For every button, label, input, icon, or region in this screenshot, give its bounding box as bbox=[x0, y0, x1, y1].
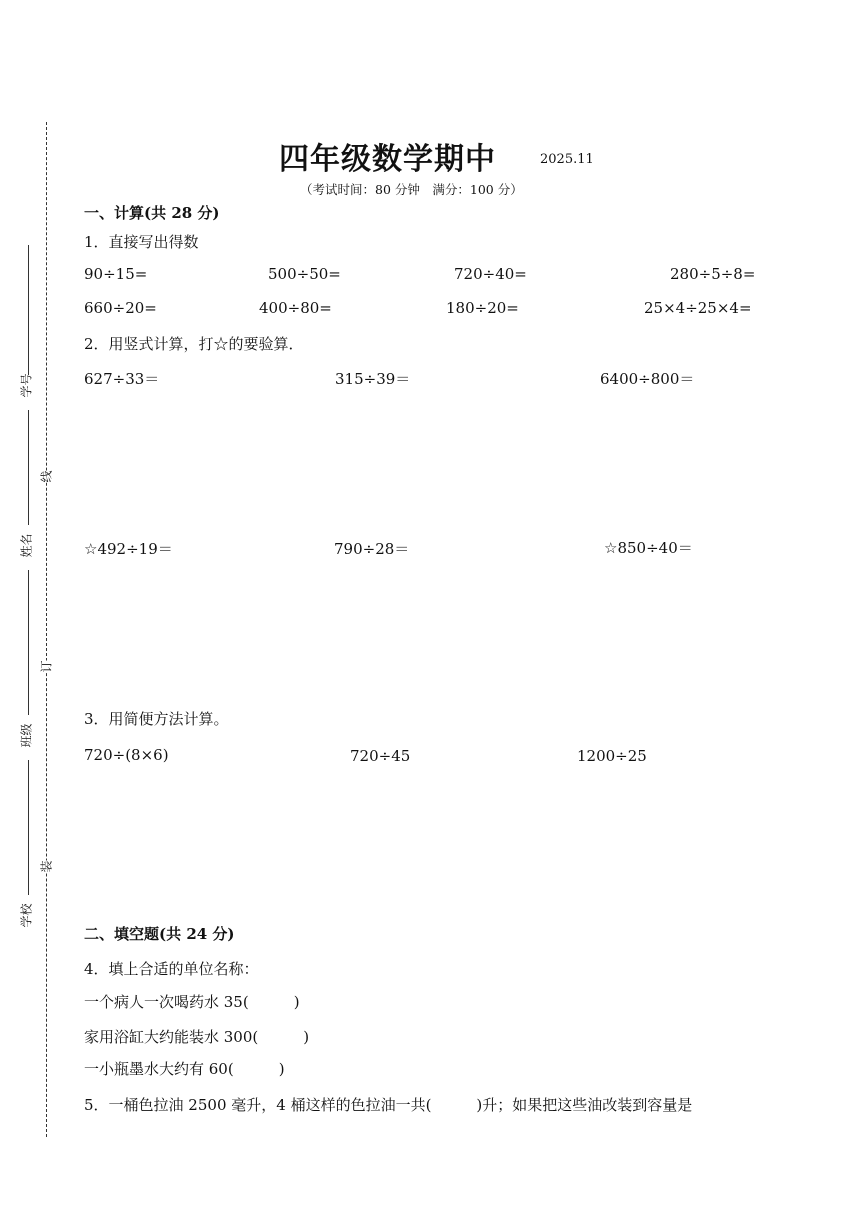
binding-char-install: 装 bbox=[36, 860, 57, 872]
q2-item: 790÷28＝ bbox=[334, 540, 410, 558]
page-title: 四年级数学期中 bbox=[279, 142, 496, 177]
class-line bbox=[28, 570, 29, 715]
school-line bbox=[28, 760, 29, 895]
student-id-label: 学号 bbox=[19, 373, 34, 398]
q4-line: 家用浴缸大约能装水 300( ) bbox=[84, 1028, 310, 1046]
q1-item: 500÷50= bbox=[268, 265, 341, 283]
q1-label: 1．直接写出得数 bbox=[84, 233, 199, 251]
q1-item: 400÷80= bbox=[259, 299, 332, 317]
q2-item: 6400÷800＝ bbox=[600, 370, 695, 388]
student-id-line bbox=[28, 245, 29, 375]
binding-char-line: 线 bbox=[36, 470, 57, 482]
q1-item: 660÷20= bbox=[84, 299, 157, 317]
q3-item: 1200÷25 bbox=[577, 747, 647, 765]
q1-item: 90÷15= bbox=[84, 265, 148, 283]
binding-dashed-line bbox=[46, 122, 47, 1137]
q1-item: 180÷20= bbox=[446, 299, 519, 317]
q4-line: 一小瓶墨水大约有 60( ) bbox=[84, 1060, 285, 1078]
q2-item: 315÷39＝ bbox=[335, 370, 411, 388]
section2-heading: 二、填空题(共 24 分) bbox=[84, 925, 235, 943]
class-label: 班级 bbox=[19, 723, 34, 748]
name-label: 姓名 bbox=[19, 533, 34, 558]
q3-item: 720÷45 bbox=[350, 747, 411, 765]
q2-item: 627÷33＝ bbox=[84, 370, 160, 388]
exam-info: （考试时间：80 分钟 满分：100 分） bbox=[300, 182, 523, 197]
q1-item: 280÷5÷8= bbox=[670, 265, 756, 283]
q3-item: 720÷(8×6) bbox=[84, 746, 169, 764]
q2-label: 2．用竖式计算，打☆的要验算． bbox=[84, 335, 304, 353]
q2-item: ☆492÷19＝ bbox=[84, 540, 173, 558]
q4-label: 4．填上合适的单位名称： bbox=[84, 960, 259, 978]
q5-label: 5．一桶色拉油 2500 毫升，4 桶这样的色拉油一共( )升；如果把这些油改装到容量是 bbox=[84, 1096, 693, 1114]
exam-date: 2025.11 bbox=[540, 152, 594, 167]
school-label: 学校 bbox=[19, 903, 34, 928]
q2-item: ☆850÷40＝ bbox=[604, 539, 693, 557]
q4-line: 一个病人一次喝药水 35( ) bbox=[84, 993, 300, 1011]
name-line bbox=[28, 410, 29, 525]
q1-item: 25×4÷25×4= bbox=[644, 299, 752, 317]
q3-label: 3．用简便方法计算。 bbox=[84, 710, 229, 728]
q1-item: 720÷40= bbox=[454, 265, 527, 283]
binding-char-order: 订 bbox=[36, 660, 57, 672]
section1-heading: 一、计算(共 28 分) bbox=[84, 204, 220, 222]
